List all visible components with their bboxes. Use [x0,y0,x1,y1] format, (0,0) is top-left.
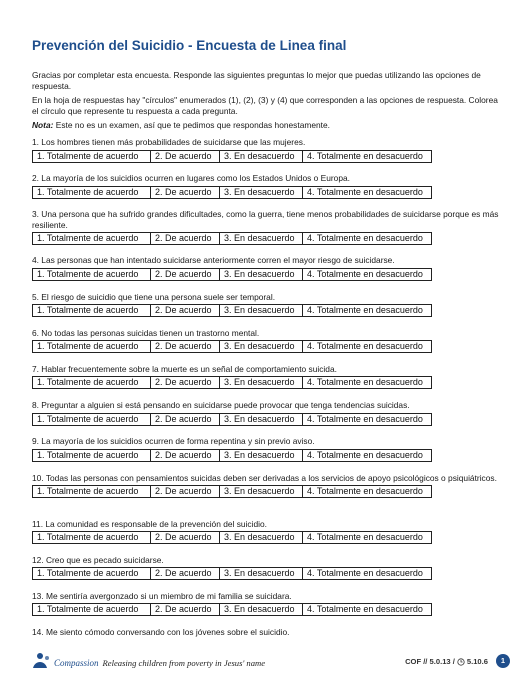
answer-option-1[interactable]: 1. Totalmente de acuerdo [33,377,151,388]
intro-paragraph: Gracias por completar esta encuesta. Responde las siguientes preguntas lo mejor que puedas utilizando las opciones de respuesta. [32,70,481,91]
answer-options [32,376,432,389]
question-item [32,473,502,519]
answer-option-2[interactable]: 2. De acuerdo [151,532,220,543]
answer-option-3[interactable]: 3. En desacuerdo [220,568,303,579]
answer-option-2[interactable]: 2. De acuerdo [151,233,220,244]
answer-option-4[interactable]: 4. Totalmente en desacuerdo [307,377,423,388]
answer-option-1[interactable]: 1. Totalmente de acuerdo [33,341,151,352]
answer-option-1[interactable]: 1. Totalmente de acuerdo [33,604,151,615]
question-text: 5. El riesgo de suicidio que tiene una persona suele ser temporal. [32,291,276,302]
question-text: 11. La comunidad es responsable de la prevención del suicidio. [32,518,267,529]
answer-option-2[interactable]: 2. De acuerdo [151,414,220,425]
answer-options [32,150,432,163]
answer-option-3[interactable]: 3. En desacuerdo [220,305,303,316]
answer-options [32,186,432,199]
question-text: 8. Preguntar a alguien si está pensando en suicidarse puede provocar que tenga tendencias suicidas. [32,400,410,411]
question-text: 14. Me siento cómodo conversando con los jóvenes sobre el suicidio. [32,627,290,638]
doc-ref-prefix: COF // 5.0.13 / [405,657,455,666]
answer-option-4[interactable]: 4. Totalmente en desacuerdo [307,604,423,615]
answer-option-3[interactable]: 3. En desacuerdo [220,414,303,425]
clock-icon [457,658,465,666]
answer-option-4[interactable]: 4. Totalmente en desacuerdo [307,186,423,197]
answer-option-4[interactable]: 4. Totalmente en desacuerdo [307,449,423,460]
answer-option-2[interactable]: 2. De acuerdo [151,269,220,280]
answer-option-1[interactable]: 1. Totalmente de acuerdo [33,486,151,497]
answer-options [32,340,432,353]
answer-option-2[interactable]: 2. De acuerdo [151,568,220,579]
answer-options [32,304,432,317]
answer-option-3[interactable]: 3. En desacuerdo [220,151,303,162]
answer-option-2[interactable]: 2. De acuerdo [151,341,220,352]
question-item [32,255,502,291]
note-paragraph [32,120,502,131]
doc-ref-suffix: 5.10.6 [466,657,488,666]
answer-option-4[interactable]: 4. Totalmente en desacuerdo [307,341,423,352]
answer-option-3[interactable]: 3. En desacuerdo [220,233,303,244]
answer-option-2[interactable]: 2. De acuerdo [151,187,220,198]
answer-option-1[interactable]: 1. Totalmente de acuerdo [33,187,151,198]
question-item [32,436,502,472]
answer-options [32,603,432,616]
intro-section [32,70,502,134]
answer-option-2[interactable]: 2. De acuerdo [151,305,220,316]
question-text: 4. Las personas que han intentado suicidarse anteriormente corren el mayor riesgo de suicidarse. [32,255,395,266]
question-item [32,591,502,627]
answer-option-4[interactable]: 4. Totalmente en desacuerdo [307,568,423,579]
question-text: 6. No todas las personas suicidas tienen un trastorno mental. [32,327,260,338]
answer-options [32,449,432,462]
question-item [32,555,502,591]
question-item [32,328,502,364]
logo-wordmark: Compassion [54,658,99,668]
answer-option-2[interactable]: 2. De acuerdo [151,604,220,615]
answer-option-2[interactable]: 2. De acuerdo [151,151,220,162]
answer-option-1[interactable]: 1. Totalmente de acuerdo [33,450,151,461]
note-label: Nota: [32,120,54,130]
answer-option-4[interactable]: 4. Totalmente en desacuerdo [307,233,423,244]
question-item [32,519,502,555]
answer-option-1[interactable]: 1. Totalmente de acuerdo [33,233,151,244]
answer-options [32,531,432,544]
question-text: 9. La mayoría de los suicidios ocurren de forma repentina y sin previo aviso. [32,436,315,447]
question-item [32,292,502,328]
answer-option-2[interactable]: 2. De acuerdo [151,377,220,388]
answer-option-3[interactable]: 3. En desacuerdo [220,377,303,388]
answer-option-4[interactable]: 4. Totalmente en desacuerdo [307,150,423,161]
question-item [32,137,502,173]
answer-option-1[interactable]: 1. Totalmente de acuerdo [33,414,151,425]
answer-option-4[interactable]: 4. Totalmente en desacuerdo [307,305,423,316]
page-footer [30,650,510,674]
question-text: 2. La mayoría de los suicidios ocurren en lugares como los Estados Unidos o Europa. [32,173,350,184]
question-text: 12. Creo que es pecado suicidarse. [32,554,164,565]
answer-option-2[interactable]: 2. De acuerdo [151,486,220,497]
answer-options [32,268,432,281]
question-text: 13. Me sentiría avergonzado si un miembro de mi familia se suicidara. [32,590,292,601]
question-text: 3. Una persona que ha sufrido grandes dificultades, como la guerra, tiene menos probabilidades de suicidarse porque es más resiliente. [32,209,499,230]
question-item [32,364,502,400]
compassion-logo [30,650,265,670]
answer-option-2[interactable]: 2. De acuerdo [151,450,220,461]
answer-option-4[interactable]: 4. Totalmente en desacuerdo [307,413,423,424]
compassion-logo-icon [30,650,56,670]
answer-option-3[interactable]: 3. En desacuerdo [220,269,303,280]
question-text: 1. Los hombres tienen más probabilidades de suicidarse que las mujeres. [32,137,306,147]
question-item [32,209,502,255]
answer-option-4[interactable]: 4. Totalmente en desacuerdo [307,268,423,279]
page-title: Prevención del Suicidio - Encuesta de Linea final [32,38,347,53]
answer-options [32,413,432,426]
page-number-badge: 1 [496,654,510,668]
question-item [32,400,502,436]
answer-option-4[interactable]: 4. Totalmente en desacuerdo [307,486,423,496]
document-reference [405,657,488,666]
answer-option-3[interactable]: 3. En desacuerdo [220,532,303,543]
answer-options [32,485,432,498]
intro-paragraph: En la hoja de respuestas hay "círculos" enumerados (1), (2), (3) y (4) que corresponden a las opciones de respuesta. Colorea el círculo que represente tu respuesta a cada pregunta. [32,95,498,116]
answer-option-3[interactable]: 3. En desacuerdo [220,604,303,615]
question-text: 10. Todas las personas con pensamientos suicidas deben ser derivadas a los servicios de apoyo psicológicos o psiquiátricos. [32,472,497,483]
answer-option-1[interactable]: 1. Totalmente de acuerdo [33,305,151,316]
answer-option-1[interactable]: 1. Totalmente de acuerdo [33,568,151,579]
answer-option-3[interactable]: 3. En desacuerdo [220,187,303,198]
logo-tagline: Releasing children from poverty in Jesus' name [102,658,266,668]
answer-option-1[interactable]: 1. Totalmente de acuerdo [33,269,151,280]
question-item [32,173,502,209]
answer-option-1[interactable]: 1. Totalmente de acuerdo [33,532,151,543]
answer-option-3[interactable]: 3. En desacuerdo [220,450,303,461]
answer-option-3[interactable]: 3. En desacuerdo [220,341,303,352]
note-text: Este no es un examen, así que te pedimos que respondas honestamente. [53,120,330,130]
question-text: 7. Hablar frecuentemente sobre la muerte es un señal de comportamiento suicida. [32,363,337,374]
answer-option-1[interactable]: 1. Totalmente de acuerdo [33,151,151,162]
answer-option-3[interactable]: 3. En desacuerdo [220,486,303,497]
answer-options [32,232,432,245]
question-list [32,137,502,663]
answer-options [32,567,432,580]
answer-option-4[interactable]: 4. Totalmente en desacuerdo [307,532,423,542]
